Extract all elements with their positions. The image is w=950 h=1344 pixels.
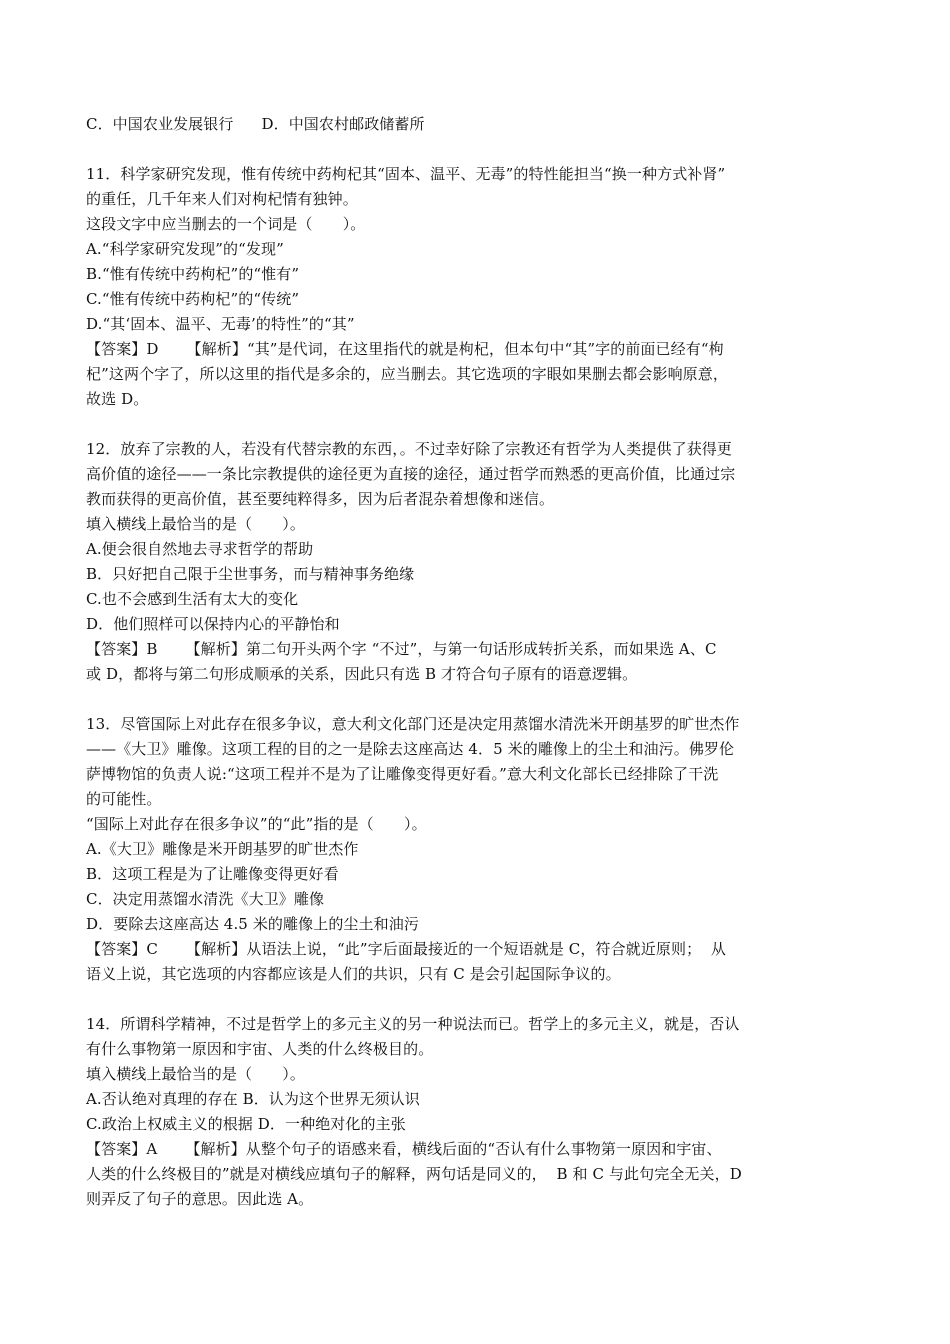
answer-line (86, 637, 866, 662)
analysis-label: 【解析】 (185, 640, 246, 658)
option-d: D．要除去这座高达 4.5 米的雕像上的尘土和油污 (86, 915, 419, 933)
answer-label: 【答案】A (86, 1140, 158, 1158)
option-a: A.《大卫》雕像是米开朗基罗的旷世杰作 (86, 840, 359, 858)
question-prompt: 填入横线上最恰当的是（ ）。 (86, 515, 306, 533)
analysis-text: 故选 D。 (86, 390, 149, 408)
question-13 (86, 712, 866, 987)
option-d: D．他们照样可以保持内心的平静怡和 (86, 615, 340, 633)
option-c: C.也不会感到生活有太大的变化 (86, 590, 299, 608)
question-stem-line: 12．放弃了宗教的人，若没有代替宗教的东西，。不过幸好除了宗教还有哲学为人类提供了获得更 (86, 440, 732, 458)
answer-line (86, 1137, 866, 1162)
analysis-text: 则弄反了句子的意思。因此选 A。 (86, 1190, 314, 1208)
question-stem-line: 11．科学家研究发现，惟有传统中药枸杞其“固本、温平、无毒”的特性能担当“换一种方式补肾” (86, 165, 726, 183)
gap (86, 687, 866, 712)
analysis-text: 第二句开头两个字 “不过”，与第一句话形成转折关系，而如果选 A、C (245, 640, 717, 658)
option-c: C.“惟有传统中药枸杞”的“传统” (86, 290, 300, 308)
analysis-text: 人类的什么终极目的”就是对横线应填句子的解释，两句话是同义的， B 和 C 与此句完全无关，D (86, 1165, 742, 1183)
gap (86, 137, 866, 162)
option-a: A.“科学家研究发现”的“发现” (86, 240, 284, 258)
question-stem-line: 高价值的途径——一条比宗教提供的途径更为直接的途径，通过哲学而熟悉的更高价值，比通过宗 (86, 465, 736, 483)
question-stem-line: 的可能性。 (86, 790, 162, 808)
question-prompt: 这段文字中应当删去的一个词是（ ）。 (86, 215, 366, 233)
question-prompt: “国际上对此存在很多争议”的“此”指的是（ ）。 (86, 815, 427, 833)
option-c: C．决定用蒸馏水清洗《大卫》雕像 (86, 890, 325, 908)
question-stem-line: 的重任，几千年来人们对枸杞情有独钟。 (86, 190, 358, 208)
question-stem-line: 14．所谓科学精神，不过是哲学上的多元主义的另一种说法而已。哲学上的多元主义，就是，否认 (86, 1015, 740, 1033)
analysis-label: 【解析】 (185, 1140, 246, 1158)
analysis-text: 从整个句子的语感来看，横线后面的“否认有什么事物第一原因和宇宙、 (245, 1140, 722, 1158)
analysis-label: 【解析】 (186, 340, 247, 358)
gap (86, 412, 866, 437)
option-ab: A.否认绝对真理的存在 B．认为这个世界无须认识 (86, 1090, 420, 1108)
question-stem-line: ——《大卫》雕像。这项工程的目的之一是除去这座高达 4．5 米的雕像上的尘土和油污。佛罗伦 (86, 740, 735, 758)
option-d: D．中国农村邮政储蓄所 (261, 115, 425, 133)
option-b: B．这项工程是为了让雕像变得更好看 (86, 865, 339, 883)
question-14 (86, 1012, 866, 1212)
question-stem-line: 萨博物馆的负责人说:“这项工程并不是为了让雕像变得更好看。”意大利文化部长已经排除了干洗 (86, 765, 719, 783)
analysis-label: 【解析】 (185, 940, 247, 958)
option-b: B．只好把自己限于尘世事务，而与精神事务绝缘 (86, 565, 415, 583)
option-b: B.“惟有传统中药枸杞”的“惟有” (86, 265, 300, 283)
answer-label: 【答案】C (86, 940, 158, 958)
question-stem-line: 13．尽管国际上对此存在很多争议，意大利文化部门还是决定用蒸馏水清洗米开朗基罗的旷世杰作 (86, 715, 740, 733)
analysis-text: 从语法上说，“此”字后面最接近的一个短语就是 C，符合就近原则； 从 (246, 940, 727, 958)
question-stem-line: 教而获得的更高价值，甚至要纯粹得多，因为后者混杂着想像和迷信。 (86, 490, 555, 508)
analysis-text: 或 D，都将与第二句形成顺承的关系，因此只有选 B 才符合句子原有的语意逻辑。 (86, 665, 638, 683)
answer-label: 【答案】D (86, 340, 159, 358)
answer-line (86, 337, 866, 362)
question-11 (86, 162, 866, 412)
question-stem-line: 有什么事物第一原因和宇宙、人类的什么终极目的。 (86, 1040, 434, 1058)
analysis-text: 杞”这两个字了，所以这里的指代是多余的，应当删去。其它选项的字眼如果删去都会影响原意， (86, 365, 728, 383)
option-cd: C.政治上权威主义的根据 D．一种绝对化的主张 (86, 1115, 406, 1133)
answer-label: 【答案】B (86, 640, 158, 658)
answer-line (86, 937, 866, 962)
analysis-text: 语义上说，其它选项的内容都应该是人们的共识，只有 C 是会引起国际争议的。 (86, 965, 621, 983)
analysis-text: “其”是代词，在这里指代的就是枸杞，但本句中“其”字的前面已经有“枸 (246, 340, 724, 358)
question-12 (86, 437, 866, 687)
option-a: A.便会很自然地去寻求哲学的帮助 (86, 540, 314, 558)
option-d: D.“其‘固本、温平、无毒’的特性”的“其” (86, 315, 355, 333)
document-page (86, 112, 866, 1212)
gap (86, 987, 866, 1012)
question-prompt: 填入横线上最恰当的是（ ）。 (86, 1065, 306, 1083)
option-c: C．中国农业发展银行 (86, 115, 234, 133)
option-line-top (86, 112, 866, 137)
